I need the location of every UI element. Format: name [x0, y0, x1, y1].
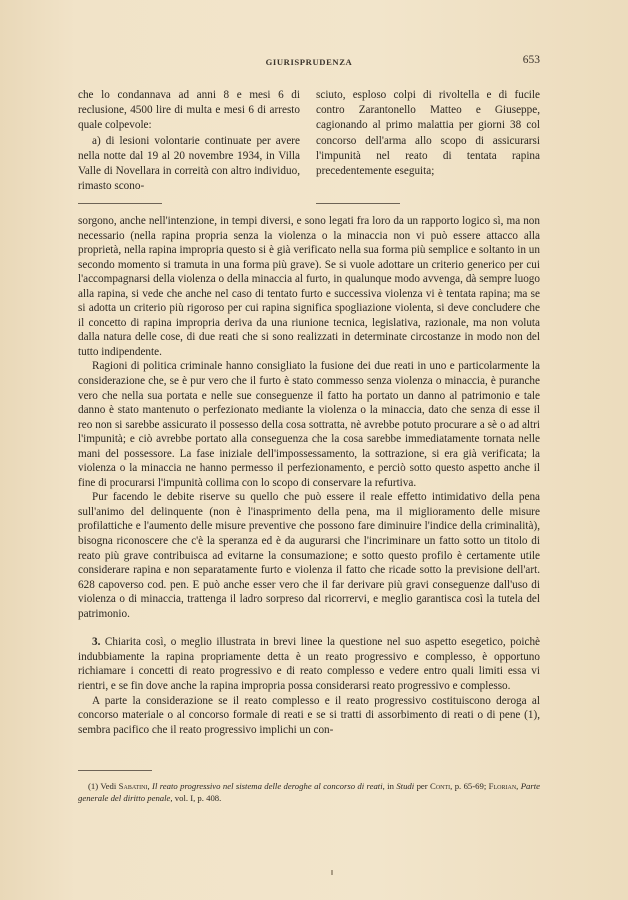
right-column [316, 88, 540, 179]
section-3-paragraph [78, 635, 540, 693]
footnote-author: Florian [488, 781, 517, 791]
footnote-1: (1) Vedi Sabatini, Il reato progressivo nel sistema delle deroghe al concorso di reati, in Studi per Conti, p. 65-69; Florian, Parte generale del diritto penale, vol. I, p. 408. [78, 781, 541, 803]
footnote-journal: Studi [396, 781, 415, 791]
body-paragraph: Pur facendo le debite riserve su quello che può essere il reale effetto intimidativo della pena sull'animo del delinquente (non è l'inasprimento della pena, ma il miglioramento delle misure profilattiche e l'aumento delle misure preventive che possono fare diminuire l'indice della criminalità), bisogna riconoscere che c'è la speranza ed è da augurarsi che l'incriminare un fatto sotto un titolo di reato più grave contribuisca ad evitarne la consumazione; e sotto questo profilo è certamente utile considerare rapina e non separatamente furto e violenza il fatto che ricade sotto la previsione dell'art. 628 capoverso cod. pen. E può anche esser vero che il far derivare più gravi conseguenze dall'uso di violenza o di minaccia, trattenga il ladro sorpreso dal ricorrervi, e meglio garantisca così la tutela del patrimonio. [78, 491, 540, 620]
footnote-per-label: per [416, 781, 428, 791]
footnote-pages: , vol. I, p. 408. [170, 793, 222, 803]
body-paragraph: Ragioni di politica criminale hanno consigliato la fusione dei due reati in uno e particolarmente la considerazione che, se è pur vero che il furto è stato commesso senza violenza o minaccia, è puranche vero che nella sua portata e nelle sue conseguenze il fatto ha portato un danno al patrimonio e tale danno è stato mantenuto o perfezionato mediante la violenza o la minaccia, dato che senza di esse il reo non si sarebbe assicurato il possesso della cosa sottratta, nè avrebbe potuto procurare a sè o ad altri l'impunità; e ciò avrebbe portato alla conseguenza che la cosa sarebbe immediatamente tornata nelle mani del possessore. La fase iniziale dell'impossessamento, la sottrazione, si era già verificata; la violenza o la minaccia ne hanno permesso il perfezionamento, e perciò sotto questo aspetto anche il fine di procurarsi l'impunità collima con lo scopo di conservare la refurtiva. [78, 360, 540, 489]
body-paragraph: A parte la considerazione se il reato complesso e il reato progressivo costituiscono deroga al concorso materiale o al concorso formale di reati e se si tratti di assorbimento di reati o di pene (1), sembra pacifico che il reato progressivo implichi un con- [78, 694, 540, 736]
footnote-pages: , p. 65-69; [450, 781, 487, 791]
running-title: GIURISPRUDENZA [265, 57, 353, 67]
section-3-text: Chiarita così, o meglio illustrata in brevi linee la questione nel suo aspetto esegetico, poichè indubbiamente la rapina propriamente detta è un reato progressivo e complesso, è opportuno richiamare i concetti di reato progressivo e di reato complesso e vedere entro quali limiti essa vi rientri, e se fin dove anche la rapina impropria possa considerarsi reato progressivo e complesso. [78, 636, 540, 692]
left-column-paragraph: che lo condannava ad anni 8 e mesi 6 di reclusione, 4500 lire di multa e mesi 6 di arresto quale colpevole: [78, 89, 300, 132]
footnote-editor: Conti [430, 781, 451, 791]
footnote-in-label: , in [382, 781, 394, 791]
right-column-paragraph: sciuto, esploso colpi di rivoltella e di fucile contro Zarantonello Matteo e Giuseppe, cagionando al primo malattia per giorni 38 col concorso dell'arma allo scopo di assicurarsi l'impunità nel reato di tentata rapina precedentemente eseguita; [316, 89, 540, 178]
main-body [78, 214, 540, 737]
column-divider-rule [78, 203, 162, 204]
left-column [78, 88, 300, 194]
page-number: 653 [522, 54, 540, 66]
footnote-title: Parte generale del diritto penale [78, 781, 541, 803]
left-column-paragraph: a) di lesioni volontarie continuate per avere nella notte dal 19 al 20 novembre 1934, in Villa Valle di Novellara in correità con altro individuo, rimasto scono- [78, 134, 300, 193]
footnote-marker: (1) Vedi [88, 781, 117, 791]
footnote-title: Il reato progressivo nel sistema delle deroghe al concorso di reati [152, 781, 383, 791]
column-divider-rule [316, 203, 400, 204]
section-number: 3. [92, 636, 101, 649]
footnote-author: Sabatini [118, 781, 148, 791]
paper-speck [331, 870, 333, 875]
footnotes [78, 780, 540, 804]
footnote-rule [78, 770, 152, 771]
body-paragraph: sorgono, anche nell'intenzione, in tempi diversi, e sono legati fra loro da un rapporto logico sì, ma non necessario (nella rapina propria senza la violenza o la minaccia non vi può essere attacco alla proprietà, nella rapina impropria questo si è già verificato nella sua forma più semplice e soltanto in un secondo momento si tramuta in una forma più grave). Se si vuole adottare un criterio generico per cui l'accompagnarsi della violenza o della minaccia al furto, in qualunque modo avvenga, dà sempre luogo alla rapina, si vede che anche nel caso di tentato furto e successiva violenza vi è tentata rapina; ma se si adotta un criterio più rigoroso per cui rapina significa spogliazione violenta, si deve concludere che il concetto di rapina impropria deriva da una riunione tecnica, legislativa, razionale, ma non voluta dalla natura delle cose, di due reati che si sono realizzati in determinate circostanze in modo non del tutto indipendente. [78, 215, 540, 358]
